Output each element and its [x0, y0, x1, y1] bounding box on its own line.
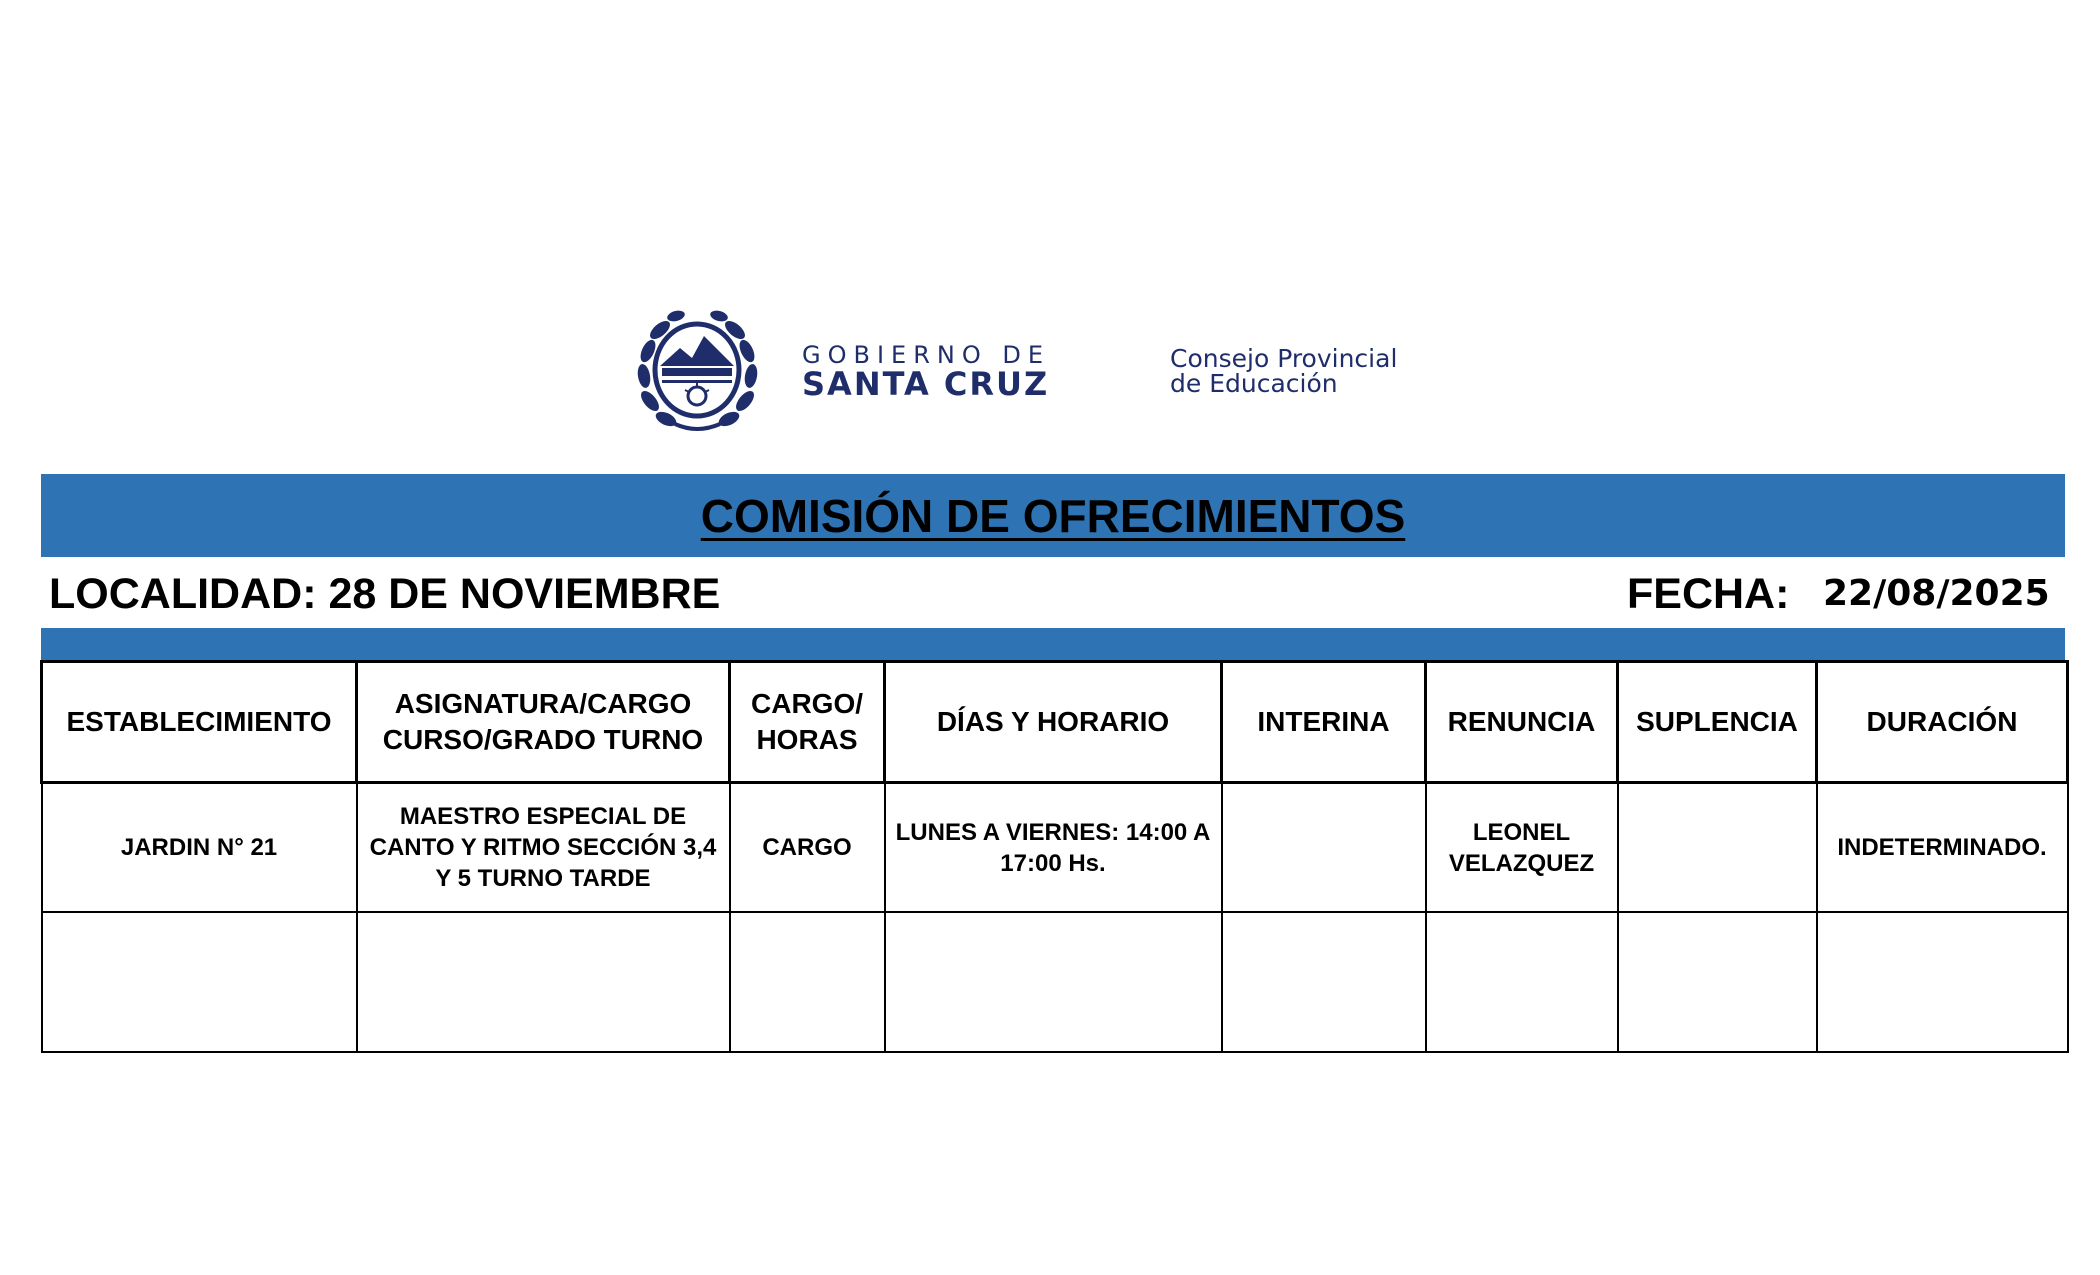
- table-row-empty: [42, 912, 2068, 1052]
- cell-suplencia: [1618, 783, 1817, 913]
- consejo-line-1: Consejo Provincial: [1170, 344, 1398, 373]
- gobierno-logo-text: [802, 341, 1102, 403]
- header-cargo-horas: CARGO/ HORAS: [730, 662, 885, 783]
- page-title: COMISIÓN DE OFRECIMIENTOS: [700, 489, 1406, 542]
- gobierno-de-text: GOBIERNO DE: [802, 341, 1050, 369]
- header-dias-horario: DÍAS Y HORARIO: [885, 662, 1222, 783]
- cell-cargo-horas: CARGO: [730, 783, 885, 913]
- empty-cell: [42, 912, 357, 1052]
- cell-interina: [1222, 783, 1426, 913]
- empty-cell: [1222, 912, 1426, 1052]
- santa-cruz-seal-icon: [630, 306, 765, 436]
- empty-cell: [357, 912, 730, 1052]
- header-interina: INTERINA: [1222, 662, 1426, 783]
- header-establecimiento: ESTABLECIMIENTO: [42, 662, 357, 783]
- cell-dias-horario: LUNES A VIERNES: 14:00 A 17:00 Hs.: [885, 783, 1222, 913]
- consejo-line-2: de Educación: [1170, 369, 1338, 398]
- localidad-text: LOCALIDAD: 28 DE NOVIEMBRE: [49, 570, 721, 618]
- cell-renuncia: LEONEL VELAZQUEZ: [1426, 783, 1618, 913]
- santa-cruz-text: SANTA CRUZ: [802, 365, 1050, 403]
- empty-cell: [1426, 912, 1618, 1052]
- fecha-label: FECHA:: [1627, 570, 1790, 618]
- header-suplencia: SUPLENCIA: [1618, 662, 1817, 783]
- empty-cell: [1618, 912, 1817, 1052]
- offers-table: [40, 660, 2069, 1053]
- header-duracion: DURACIÓN: [1817, 662, 2068, 783]
- empty-cell: [730, 912, 885, 1052]
- header-asignatura: ASIGNATURA/CARGO CURSO/GRADO TURNO: [357, 662, 730, 783]
- cell-establecimiento: JARDIN N° 21: [42, 783, 357, 913]
- sub-band-divider: [41, 628, 2065, 660]
- consejo-logo-text: [1170, 346, 1490, 396]
- cell-duracion: INDETERMINADO.: [1817, 783, 2068, 913]
- empty-cell: [1817, 912, 2068, 1052]
- title-band: [41, 474, 2065, 557]
- header-renuncia: RENUNCIA: [1426, 662, 1618, 783]
- table-row: [42, 783, 2068, 913]
- fecha-value: 22/08/2025: [1823, 573, 2050, 614]
- empty-cell: [885, 912, 1222, 1052]
- header-logos: [630, 306, 1490, 436]
- table-header-row: [42, 662, 2068, 783]
- cell-asignatura: MAESTRO ESPECIAL DE CANTO Y RITMO SECCIÓN 3,4 Y 5 TURNO TARDE: [357, 783, 730, 913]
- info-line: [41, 558, 2065, 628]
